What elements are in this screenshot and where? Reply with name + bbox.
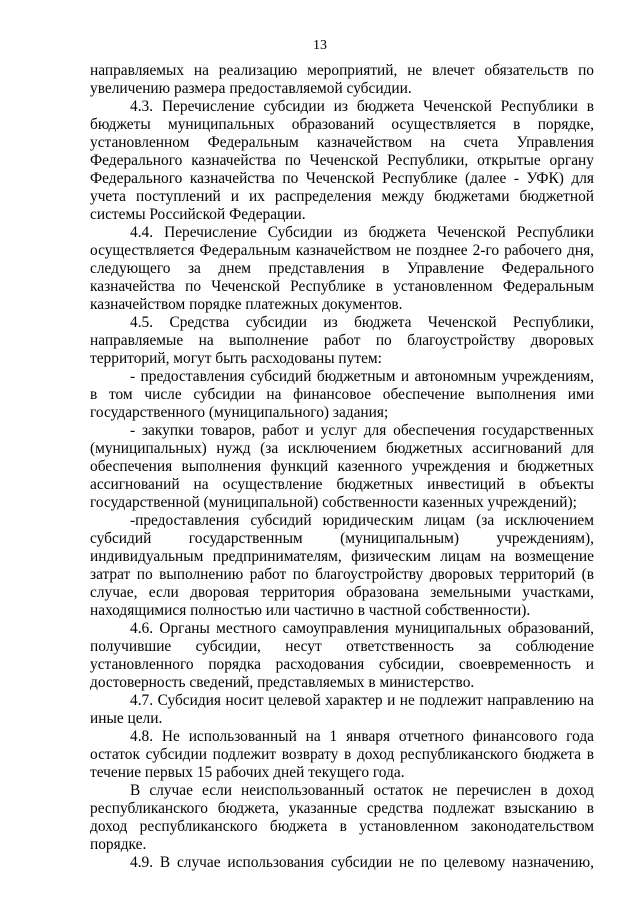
document-body bbox=[90, 62, 594, 872]
paragraph: В случае если неиспользованный остаток не перечислен в доход республиканского бюджета, указанные средства подлежат взысканию в доход республиканского бюджета в установленном законодательством порядке. bbox=[90, 782, 594, 853]
paragraph: 4.6. Органы местного самоуправления муниципальных образований, получившие субсидии, несут ответственность за соблюдение установленного порядка расходования субсидии, своевременность и достоверность сведений, представляемых в министерство. bbox=[90, 620, 594, 691]
paragraph: 4.7. Субсидия носит целевой характер и не подлежит направлению на иные цели. bbox=[90, 692, 594, 727]
paragraph: 4.3. Перечисление субсидии из бюджета Чеченской Республики в бюджеты муниципальных образований осуществляется в порядке, установленном Федеральным казначейством на счета Управления Федерального казначейства по Чеченской Республики, открытые органу Федерального казначейства по Чеченской Республике (далее - УФК) для учета поступлений и их распределения между бюджетами бюджетной системы Российской Федерации. bbox=[90, 98, 594, 223]
paragraph: -предоставления субсидий юридическим лицам (за исключением субсидий государственным (муниципальным) учреждениям), индивидуальным предпринимателям, физическим лицам на возмещение затрат по выполнению работ по благоустройству дворовых территорий (в случае, если дворовая территория образована земельными участками, находящимися полностью или частично в частной собственности). bbox=[90, 512, 594, 619]
paragraph: - закупки товаров, работ и услуг для обеспечения государственных (муниципальных) нужд (за исключением бюджетных ассигнований для обеспечения выполнения функций казенного учреждения и бюджетных ассигнований на осуществление бюджетных инвестиций в объекты государственной (муниципальной) собственности казенных учреждений); bbox=[90, 422, 594, 511]
paragraph: 4.8. Не использованный на 1 января отчетного финансового года остаток субсидии подлежит возврату в доход республиканского бюджета в течение первых 15 рабочих дней текущего года. bbox=[90, 728, 594, 781]
paragraph: 4.9. В случае использования субсидии не по целевому назначению, bbox=[130, 854, 594, 871]
paragraph: 4.4. Перечисление Субсидии из бюджета Чеченской Республики осуществляется Федеральным казначейством не позднее 2-го рабочего дня, следующего за днем представления в Управление Федерального казначейства по Чеченской Республике в установленном Федеральным казначейством порядке платежных документов. bbox=[90, 224, 594, 313]
paragraph: 4.5. Средства субсидии из бюджета Чеченской Республики, направляемые на выполнение работ по благоустройству дворовых территорий, могут быть расходованы путем: bbox=[90, 314, 594, 367]
page-number: 13 bbox=[313, 38, 327, 53]
paragraph: - предоставления субсидий бюджетным и автономным учреждениям, в том числе субсидии на финансовое обеспечение выполнения ими государственного (муниципального) задания; bbox=[90, 368, 594, 421]
paragraph: направляемых на реализацию мероприятий, не влечет обязательств по увеличению размера предоставляемой субсидии. bbox=[90, 62, 594, 97]
